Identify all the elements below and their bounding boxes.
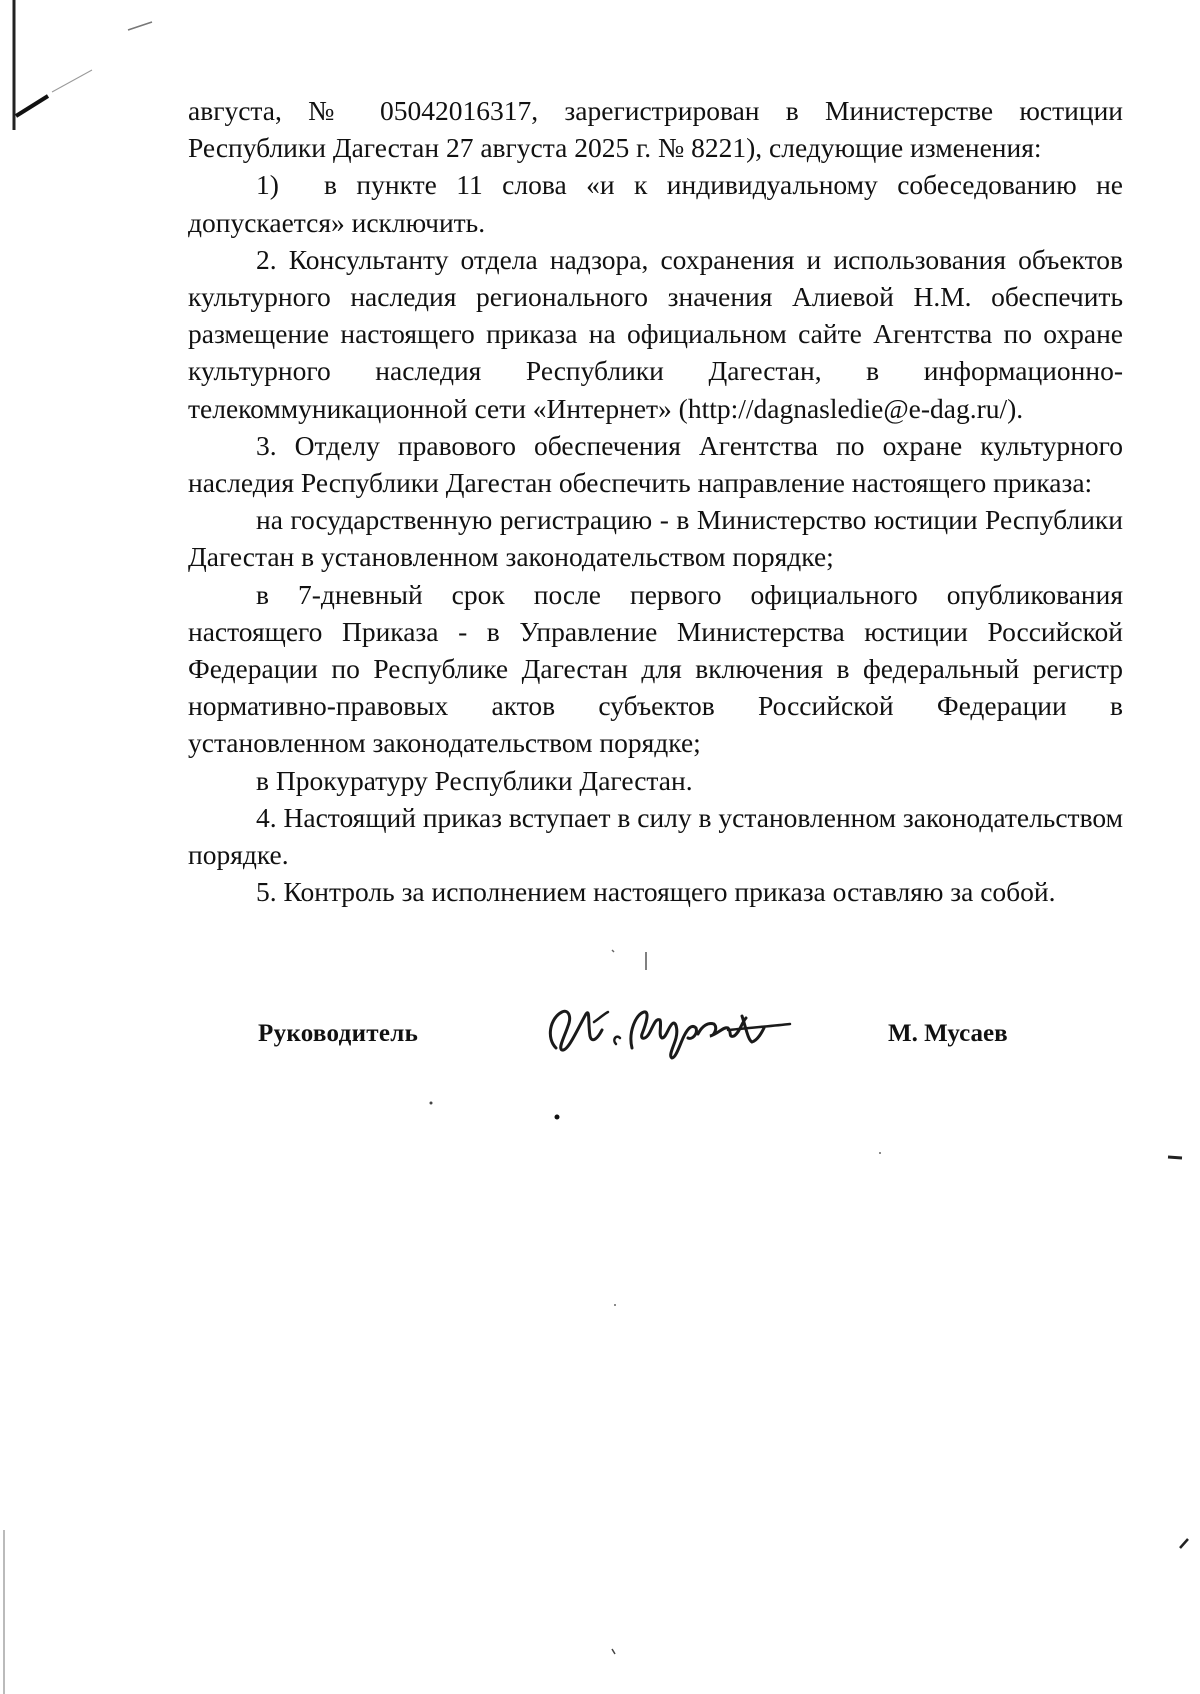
scan-dot-1 bbox=[553, 1113, 561, 1121]
scan-corner-mark bbox=[0, 0, 160, 140]
paragraph-5: 5. Контроль за исполнением настоящего приказа оставляю за собой. bbox=[256, 876, 1056, 908]
paragraph-3-federal-register: в 7-дневный срок после первого официального опубликования настоящего Приказа - в Управление Министерства юстиции Российской Федерации по Республике Дагестан для включения в федеральный регистр нормативно-правовых актов субъектов Российской Федерации в установленном законодательством порядке; bbox=[188, 578, 1123, 759]
paragraph-3-registration: на государственную регистрацию - в Министерство юстиции Республики Дагестан в установленном законодательством порядке; bbox=[188, 504, 1123, 573]
signature-block bbox=[0, 1000, 1200, 1090]
paragraph-4: 4. Настоящий приказ вступает в силу в установленном законодательством порядке. bbox=[188, 801, 1123, 871]
scan-edge-mark-left bbox=[0, 1530, 10, 1694]
scan-dash-right bbox=[1166, 1152, 1186, 1162]
scan-dot-2 bbox=[428, 1100, 434, 1106]
scan-mark-top-sign bbox=[610, 948, 650, 974]
signer-name: М. Мусаев bbox=[888, 1020, 1008, 1047]
scan-dot-5 bbox=[611, 1648, 617, 1656]
paragraph-2: 2. Консультанту отдела надзора, сохранения и использования объектов культурного наследия регионального значения Алиевой Н.М. обеспечить размещение настоящего приказа на официальном сайте Агентства по охране культурного наследия Республики Дагестан, в информационно-телекоммуникационной сети «Интернет» (http://dagnasledie@e-dag.ru/). bbox=[188, 243, 1123, 424]
paragraph-item-1 bbox=[188, 166, 1123, 240]
paragraph-3-prosecutor: в Прокуратуру Республики Дагестан. bbox=[256, 764, 693, 796]
paragraph-3: 3. Отделу правового обеспечения Агентства по охране культурного наследия Республики Дагестан обеспечить направление настоящего приказа: bbox=[188, 429, 1123, 499]
paragraph-item-1-text: в пункте 11 слова «и к индивидуальному собеседованию не допускается» исключить. bbox=[188, 169, 1123, 238]
scan-dot-4 bbox=[612, 1302, 618, 1308]
handwritten-signature bbox=[528, 978, 798, 1068]
list-item-number: 1) bbox=[256, 169, 279, 201]
document-body bbox=[188, 92, 1123, 910]
scan-dot-3 bbox=[877, 1150, 883, 1156]
position-title: Руководитель bbox=[258, 1020, 419, 1047]
paragraph-continuation: августа, № 05042016317, зарегистрирован в Министерстве юстиции Республики Дагестан 27 августа 2025 г. № 8221), следующие изменения: bbox=[188, 95, 1123, 164]
scan-tick-right bbox=[1178, 1536, 1192, 1550]
